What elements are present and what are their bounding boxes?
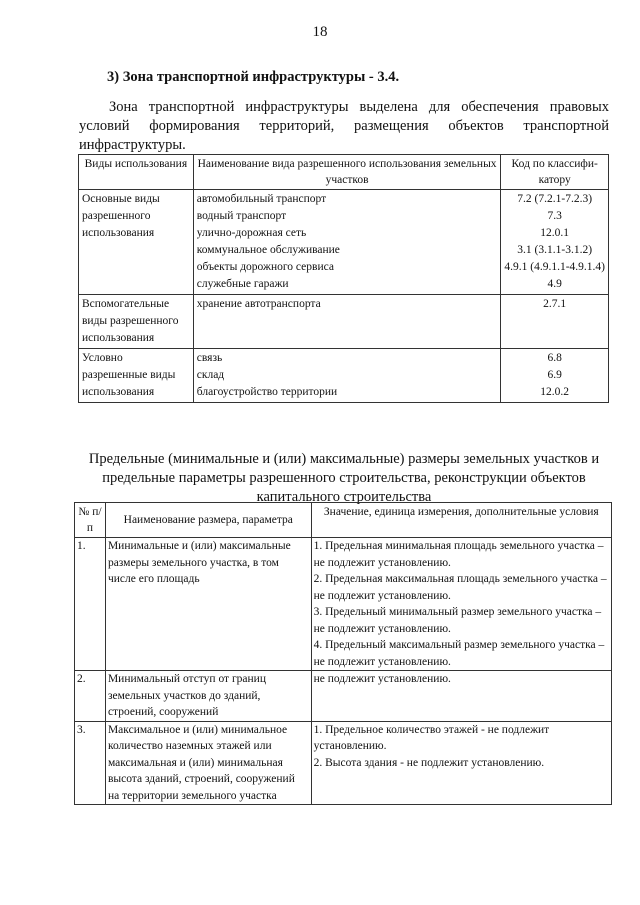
header-use-name: Наименование вида разрешенного использования земельных участков — [193, 155, 501, 190]
use-name: водный транспорт — [196, 210, 287, 222]
value-item: 1. Предельная минимальная площадь земельного участка – не подлежит установлению. — [313, 540, 604, 569]
limits-table — [74, 502, 612, 805]
row-parameter: Минимальные и (или) максимальные размеры земельного участка, в том числе его площадь — [105, 538, 311, 671]
category-conditional: Условно разрешенные виды использования — [79, 349, 194, 403]
value-item: не подлежит установлению. — [313, 673, 451, 685]
use-name: связь — [196, 352, 223, 364]
limits-subheading: Предельные (минимальные и (или) максимальные) размеры земельных участков и предельные параметры разрешенного строительства, реконструкции объектов капитального строительства — [88, 451, 600, 505]
header-parameter: Наименование размера, параметра — [105, 503, 311, 538]
row-parameter: Минимальный отступ от границ земельных участков до зданий, строений, сооружений — [105, 671, 311, 722]
header-value: Значение, единица измерения, дополнительные условия — [311, 503, 611, 538]
page-number: 18 — [312, 24, 328, 40]
codes-conditional — [501, 349, 609, 403]
row-number: 3. — [75, 721, 106, 805]
row-number: 1. — [75, 538, 106, 671]
use-name: объекты дорожного сервиса — [196, 261, 334, 273]
use-code: 6.8 — [547, 352, 562, 364]
use-code: 2.7.1 — [543, 298, 567, 310]
row-value — [311, 721, 611, 805]
names-main — [193, 190, 501, 295]
names-conditional — [193, 349, 501, 403]
land-use-table — [78, 154, 609, 403]
row-value — [311, 538, 611, 671]
codes-main — [501, 190, 609, 295]
limits-row — [75, 721, 612, 805]
use-name: улично-дорожная сеть — [196, 227, 307, 239]
category-auxiliary: Вспомогательные виды разрешенного использования — [79, 295, 194, 349]
land-use-group-auxiliary — [79, 295, 609, 349]
value-item: 2. Высота здания - не подлежит установлению. — [313, 756, 545, 769]
header-number: № п/п — [75, 503, 106, 538]
use-code: 7.2 (7.2.1-7.2.3) — [517, 193, 593, 205]
names-auxiliary — [193, 295, 501, 349]
use-name: склад — [196, 369, 225, 381]
use-code: 4.9 — [547, 278, 562, 290]
use-code: 4.9.1 (4.9.1.1-4.9.1.4) — [504, 261, 605, 273]
land-use-group-conditional — [79, 349, 609, 403]
use-code: 12.0.2 — [540, 386, 570, 398]
limits-row — [75, 671, 612, 722]
value-item: 3. Предельный минимальный размер земельного участка – не подлежит установлению. — [313, 606, 602, 635]
value-item: 2. Предельная максимальная площадь земельного участка – не подлежит установлению. — [313, 573, 607, 602]
header-use-types: Виды использования — [79, 155, 194, 190]
limits-row — [75, 538, 612, 671]
use-code: 7.3 — [547, 210, 562, 222]
row-value — [311, 671, 611, 722]
use-name: автомобильный транспорт — [196, 193, 327, 205]
intro-paragraph: Зона транспортной инфраструктуры выделена для обеспечения правовых условий формирования территорий, размещения объектов транспортной инфраструктуры. — [79, 99, 609, 153]
use-code: 12.0.1 — [540, 227, 570, 239]
use-code: 6.9 — [547, 369, 562, 381]
use-code: 3.1 (3.1.1-3.1.2) — [517, 244, 593, 256]
codes-auxiliary — [501, 295, 609, 349]
row-parameter: Максимальное и (или) минимальное количество наземных этажей или максимальная и (или) минимальная высота зданий, строений, сооружений на территории земельного участка — [105, 721, 311, 805]
value-item: 4. Предельный максимальный размер земельного участка – не подлежит установлению. — [313, 639, 605, 668]
limits-header-row — [75, 503, 612, 538]
use-name: хранение автотранспорта — [196, 298, 321, 310]
section-heading: 3) Зона транспортной инфраструктуры - 3.4. — [107, 69, 400, 85]
use-name: благоустройство территории — [196, 386, 338, 398]
value-item: 1. Предельное количество этажей - не подлежит установлению. — [313, 723, 550, 752]
header-code: Код по классифи-катору — [501, 155, 609, 190]
use-name: коммунальное обслуживание — [196, 244, 340, 256]
land-use-header-row — [79, 155, 609, 190]
use-name: служебные гаражи — [196, 278, 289, 290]
land-use-group-main — [79, 190, 609, 295]
row-number: 2. — [75, 671, 106, 722]
category-main: Основные виды разрешенного использования — [79, 190, 194, 295]
